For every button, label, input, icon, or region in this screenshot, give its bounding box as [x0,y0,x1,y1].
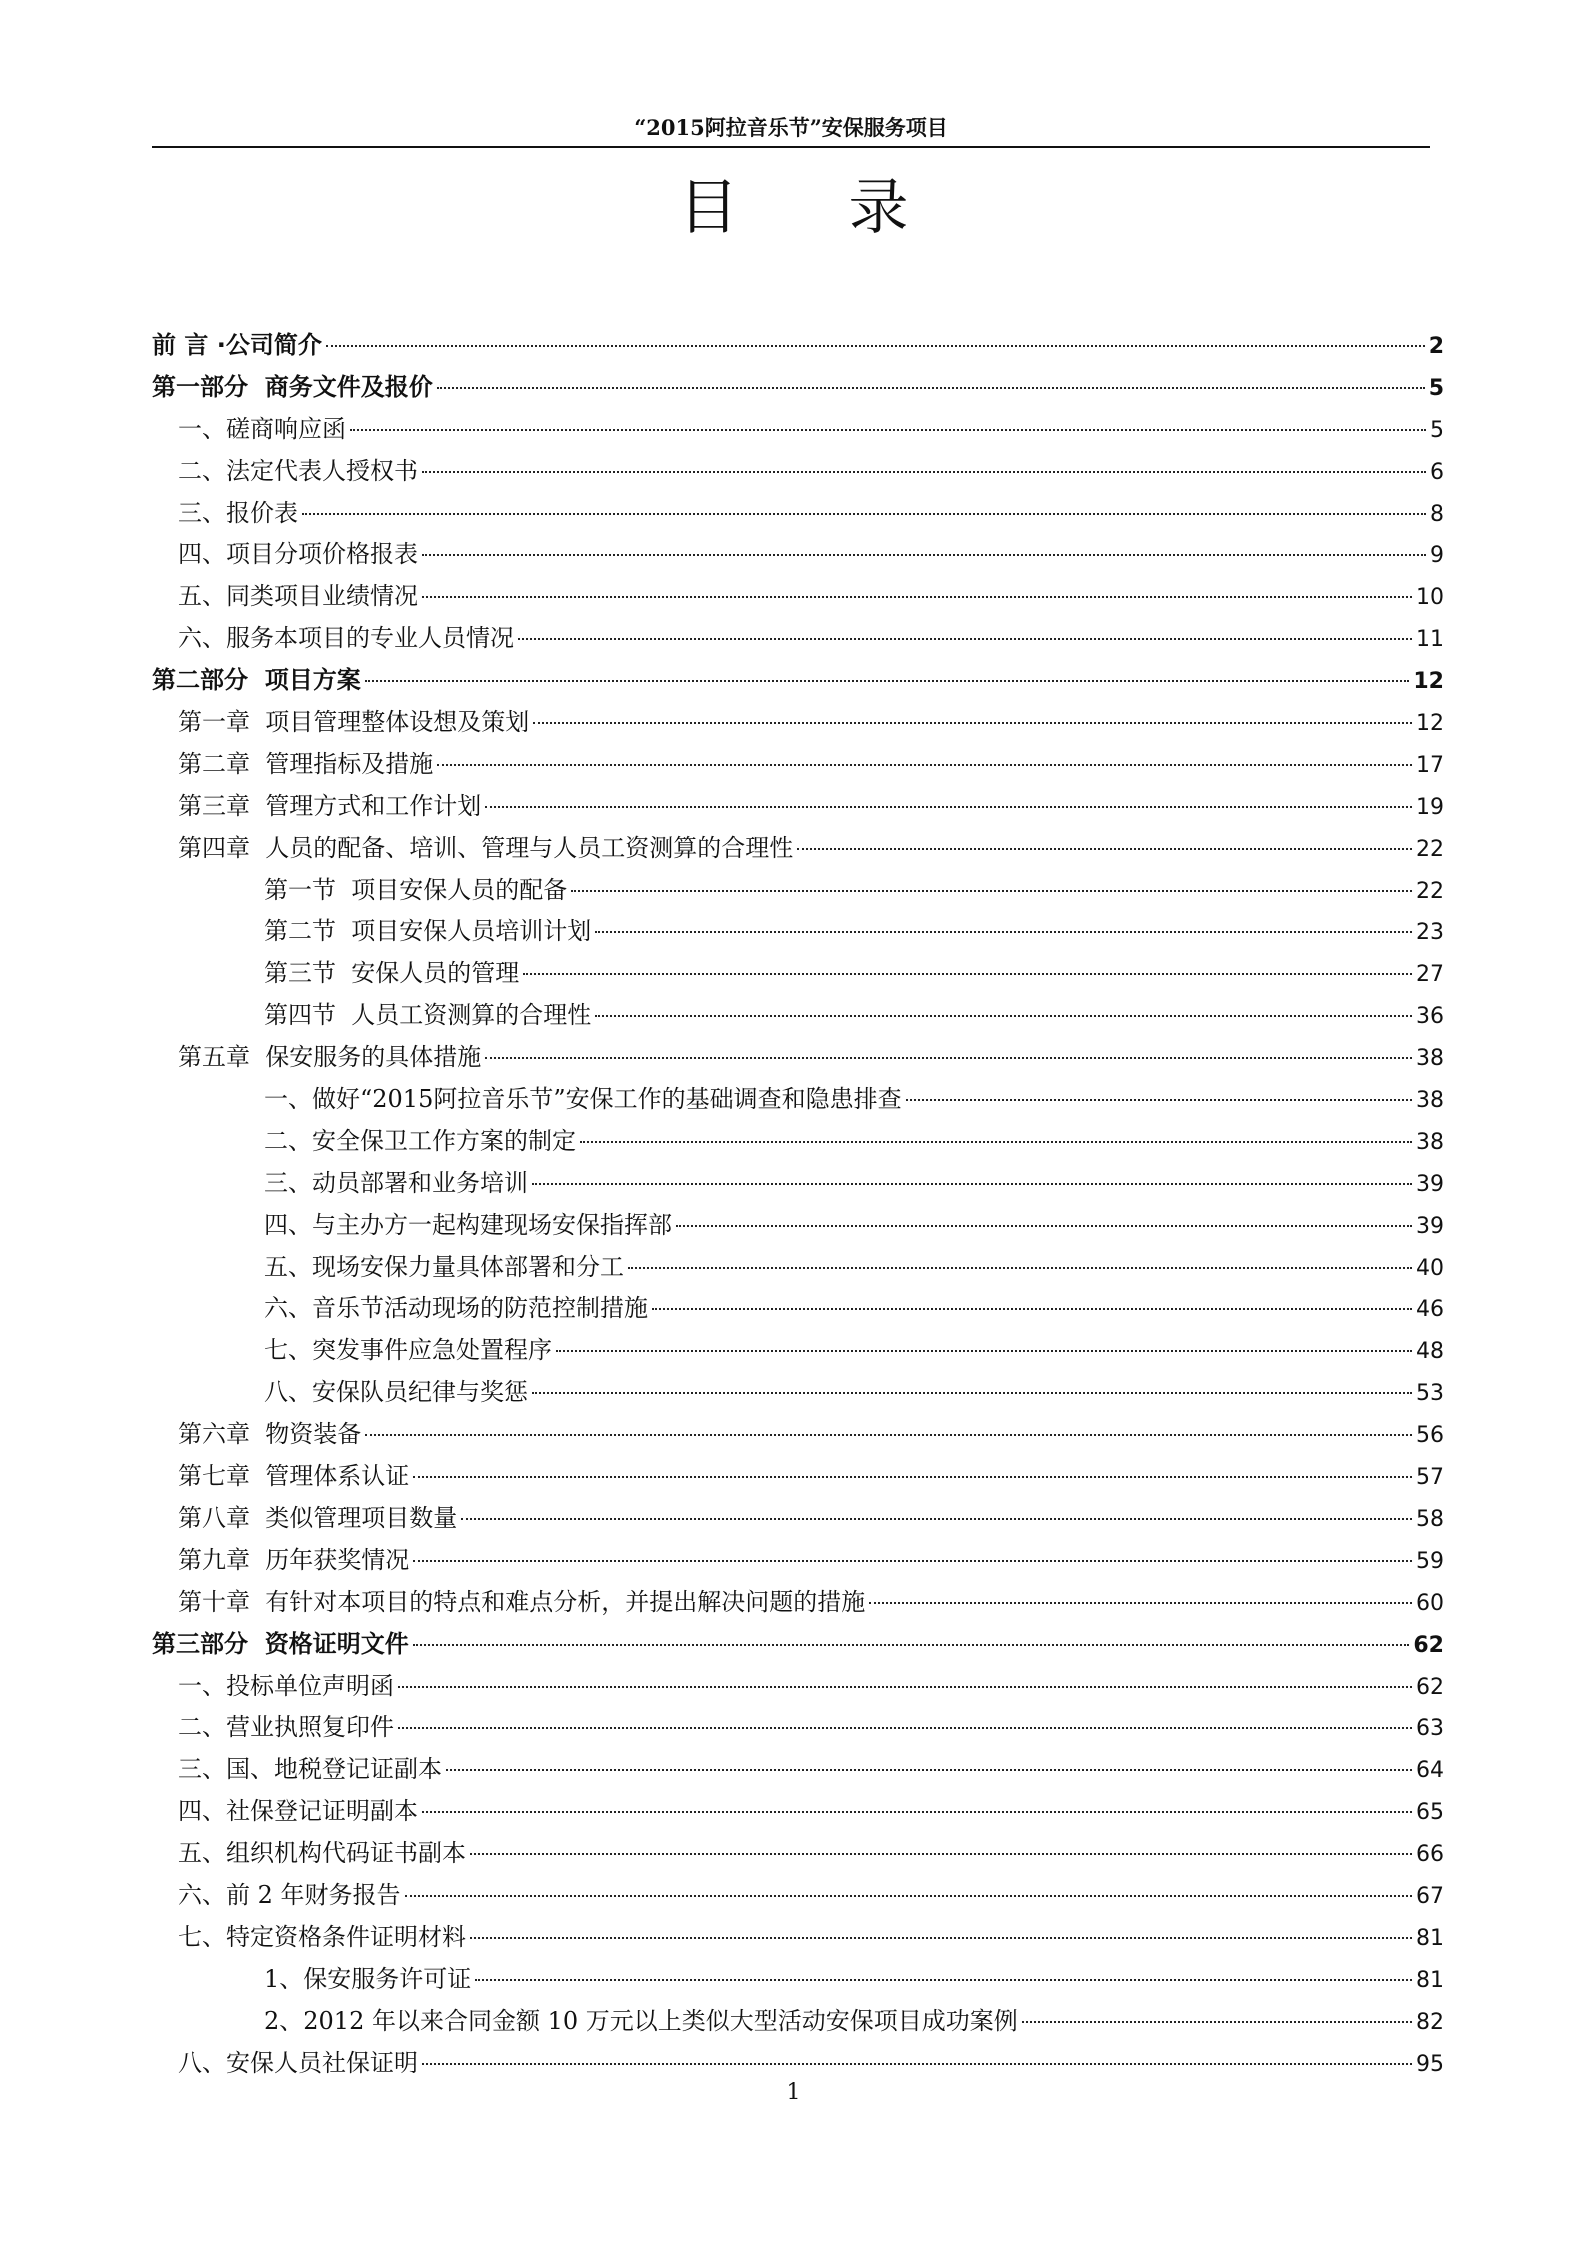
toc-entry[interactable] [152,786,1444,828]
toc-entry-title: 第二节 项目安保人员培训计划 [264,917,592,946]
toc-entry[interactable] [152,367,1444,409]
toc-dot-leader [437,387,1425,389]
toc-dot-leader [350,429,1426,431]
toc-dot-leader [413,1644,1410,1646]
toc-entry-page: 39 [1416,1213,1444,1239]
toc-entry-title: 六、服务本项目的专业人员情况 [178,624,514,653]
toc-entry[interactable] [152,1540,1444,1582]
toc-entry-title: 四、社保登记证明副本 [178,1797,418,1826]
toc-entry-page: 12 [1416,711,1444,737]
toc-dot-leader [470,1937,1412,1939]
toc-entry-title: 五、组织机构代码证书副本 [178,1839,466,1868]
toc-entry-title: 第五章 保安服务的具体措施 [178,1043,482,1072]
toc-entry-page: 17 [1416,752,1444,778]
toc-dot-leader [422,596,1412,598]
toc-dot-leader [413,1560,1412,1562]
toc-entry-title: 二、安全保卫工作方案的制定 [264,1126,576,1155]
toc-entry-page: 8 [1430,501,1444,527]
toc-entry[interactable] [152,1749,1444,1791]
toc-entry[interactable] [152,1833,1444,1875]
toc-entry[interactable] [152,702,1444,744]
toc-entry-page: 22 [1416,878,1444,904]
toc-entry-page: 38 [1416,1088,1444,1114]
toc-entry[interactable] [152,451,1444,493]
toc-dot-leader [523,973,1412,975]
toc-entry[interactable] [152,534,1444,576]
toc-dot-leader [422,554,1426,556]
toc-entry-title: 一、做好“2015阿拉音乐节”安保工作的基础调查和隐患排查 [264,1085,902,1114]
toc-entry[interactable] [152,1959,1444,2001]
toc-entry-title: 第二章 管理指标及措施 [178,749,434,778]
toc-dot-leader [470,1853,1412,1855]
toc-entry-page: 63 [1416,1716,1444,1742]
toc-entry-page: 48 [1416,1339,1444,1365]
toc-entry-page: 57 [1416,1465,1444,1491]
toc-entry-page: 40 [1416,1255,1444,1281]
toc-entry-title: 七、特定资格条件证明材料 [178,1922,466,1951]
toc-entry[interactable] [152,1791,1444,1833]
toc-dot-leader [532,1392,1412,1394]
toc-entry-page: 36 [1416,1004,1444,1030]
toc-entry-title: 第一节 项目安保人员的配备 [264,875,568,904]
toc-dot-leader [628,1267,1412,1269]
toc-entry-title: 八、安保人员社保证明 [178,2048,418,2077]
toc-dot-leader [1022,2021,1412,2023]
toc-dot-leader [533,722,1412,724]
toc-entry[interactable] [152,660,1444,702]
toc-entry-page: 22 [1416,836,1444,862]
toc-dot-leader [797,848,1412,850]
toc-entry[interactable] [152,2001,1444,2043]
toc-entry-page: 38 [1416,1046,1444,1072]
toc-entry[interactable] [152,1666,1444,1708]
toc-entry[interactable] [152,1121,1444,1163]
toc-entry[interactable] [152,1456,1444,1498]
toc-entry-page: 62 [1416,1674,1444,1700]
toc-entry-page: 23 [1416,920,1444,946]
toc-entry-page: 53 [1416,1381,1444,1407]
toc-entry-page: 65 [1416,1800,1444,1826]
toc-entry-page: 27 [1416,962,1444,988]
toc-entry-page: 95 [1416,2051,1444,2077]
toc-entry[interactable] [152,1498,1444,1540]
toc-entry-page: 81 [1416,1925,1444,1951]
toc-entry-title: 第三部分 资格证明文件 [152,1629,409,1658]
toc-entry[interactable] [152,1372,1444,1414]
toc-entry-page: 46 [1416,1297,1444,1323]
toc-entry-page: 82 [1416,2009,1444,2035]
toc-entry-title: 第九章 历年获奖情况 [178,1545,410,1574]
toc-dot-leader [326,345,1425,347]
toc-entry[interactable] [152,325,1444,367]
toc-dot-leader [532,1183,1412,1185]
toc-entry-page: 67 [1416,1883,1444,1909]
toc-dot-leader [485,806,1412,808]
table-of-contents [152,325,1444,2084]
toc-dot-leader [437,764,1412,766]
toc-dot-leader [595,1015,1412,1017]
toc-entry-title: 第二部分 项目方案 [152,666,361,695]
toc-entry-title: 第八章 类似管理项目数量 [178,1503,458,1532]
toc-dot-leader [405,1895,1412,1897]
toc-dot-leader [422,2063,1412,2065]
toc-entry-title: 五、现场安保力量具体部署和分工 [264,1252,624,1281]
toc-dot-leader [422,1811,1412,1813]
toc-dot-leader [302,513,1426,515]
toc-dot-leader [906,1099,1412,1101]
toc-entry[interactable] [152,409,1444,451]
toc-entry[interactable] [152,1288,1444,1330]
toc-entry[interactable] [152,1707,1444,1749]
toc-entry[interactable] [152,2043,1444,2085]
running-header: “2015阿拉音乐节”安保服务项目 [634,115,948,140]
toc-entry[interactable] [152,618,1444,660]
toc-dot-leader [422,471,1426,473]
toc-entry-title: 第六章 物资装备 [178,1420,362,1449]
toc-entry-title: 二、法定代表人授权书 [178,456,418,485]
toc-entry[interactable] [152,1079,1444,1121]
toc-entry-page: 2 [1428,334,1444,359]
toc-entry-title: 第十章 有针对本项目的特点和难点分析，并提出解决问题的措施 [178,1587,866,1616]
toc-entry-page: 12 [1413,669,1444,695]
toc-dot-leader [365,680,1410,682]
page-title: 目录 [678,173,1019,243]
toc-dot-leader [398,1686,1412,1688]
toc-dot-leader [461,1518,1412,1520]
toc-entry[interactable] [152,953,1444,995]
toc-entry-title: 六、前 2 年财务报告 [178,1880,401,1909]
toc-entry-title: 四、项目分项价格报表 [178,540,418,569]
toc-entry[interactable] [152,1163,1444,1205]
toc-entry[interactable] [152,1875,1444,1917]
toc-entry[interactable] [152,1247,1444,1289]
toc-entry-page: 66 [1416,1842,1444,1868]
toc-dot-leader [485,1057,1412,1059]
toc-entry-title: 第一部分 商务文件及报价 [152,372,433,401]
toc-dot-leader [518,638,1412,640]
toc-dot-leader [580,1141,1412,1143]
toc-entry-title: 一、投标单位声明函 [178,1671,394,1700]
toc-entry[interactable] [152,1205,1444,1247]
toc-entry-title: 五、同类项目业绩情况 [178,582,418,611]
toc-entry-page: 59 [1416,1548,1444,1574]
toc-entry-title: 一、磋商响应函 [178,414,346,443]
toc-entry[interactable] [152,493,1444,535]
toc-dot-leader [475,1979,1412,1981]
toc-entry[interactable] [152,1624,1444,1666]
toc-dot-leader [413,1476,1412,1478]
header-rule [152,146,1430,148]
toc-entry-page: 58 [1416,1506,1444,1532]
toc-dot-leader [652,1308,1412,1310]
toc-entry-title: 第四章 人员的配备、培训、管理与人员工资测算的合理性 [178,833,794,862]
toc-entry-title: 四、与主办方一起构建现场安保指挥部 [264,1210,672,1239]
toc-entry[interactable] [152,995,1444,1037]
toc-dot-leader [595,931,1412,933]
toc-entry-title: 第四节 人员工资测算的合理性 [264,1001,592,1030]
toc-entry-title: 第一章 项目管理整体设想及策划 [178,708,530,737]
toc-entry-page: 6 [1430,459,1444,485]
toc-entry[interactable] [152,1330,1444,1372]
toc-entry-title: 前 言 ·公司简介 [152,331,322,359]
toc-entry-title: 三、动员部署和业务培训 [264,1168,528,1197]
toc-entry-page: 81 [1416,1967,1444,1993]
toc-entry-page: 19 [1416,794,1444,820]
toc-dot-leader [556,1350,1412,1352]
toc-entry-title: 第三章 管理方式和工作计划 [178,791,482,820]
toc-entry[interactable] [152,1037,1444,1079]
toc-entry[interactable] [152,828,1444,870]
toc-entry[interactable] [152,576,1444,618]
toc-entry-page: 9 [1430,543,1444,569]
toc-entry-title: 三、国、地税登记证副本 [178,1755,442,1784]
toc-dot-leader [446,1769,1412,1771]
toc-dot-leader [365,1434,1412,1436]
toc-entry-title: 2、2012 年以来合同金额 10 万元以上类似大型活动安保项目成功案例 [264,2006,1018,2035]
toc-dot-leader [869,1602,1412,1604]
toc-entry-page: 60 [1416,1590,1444,1616]
toc-entry-page: 64 [1416,1758,1444,1784]
toc-entry-page: 62 [1413,1632,1444,1658]
toc-entry-page: 56 [1416,1423,1444,1449]
toc-entry[interactable] [152,1582,1444,1624]
toc-entry-title: 八、安保队员纪律与奖惩 [264,1378,528,1407]
toc-entry-page: 5 [1430,417,1444,443]
toc-entry-page: 11 [1416,627,1444,653]
toc-entry-page: 5 [1428,375,1444,401]
toc-dot-leader [398,1727,1412,1729]
toc-entry[interactable] [152,911,1444,953]
toc-entry-page: 10 [1416,585,1444,611]
toc-dot-leader [571,890,1412,892]
page-number: 1 [786,2080,801,2105]
toc-entry-page: 38 [1416,1129,1444,1155]
toc-entry-title: 六、音乐节活动现场的防范控制措施 [264,1294,648,1323]
toc-entry-title: 1、保安服务许可证 [264,1964,472,1993]
toc-entry[interactable] [152,1917,1444,1959]
toc-entry[interactable] [152,1414,1444,1456]
toc-entry[interactable] [152,744,1444,786]
toc-dot-leader [676,1225,1412,1227]
toc-entry-page: 39 [1416,1171,1444,1197]
toc-entry-title: 第七章 管理体系认证 [178,1462,410,1491]
toc-entry-title: 三、报价表 [178,498,298,527]
toc-entry[interactable] [152,870,1444,912]
toc-entry-title: 二、营业执照复印件 [178,1713,394,1742]
toc-entry-title: 七、突发事件应急处置程序 [264,1336,552,1365]
toc-entry-title: 第三节 安保人员的管理 [264,959,520,988]
